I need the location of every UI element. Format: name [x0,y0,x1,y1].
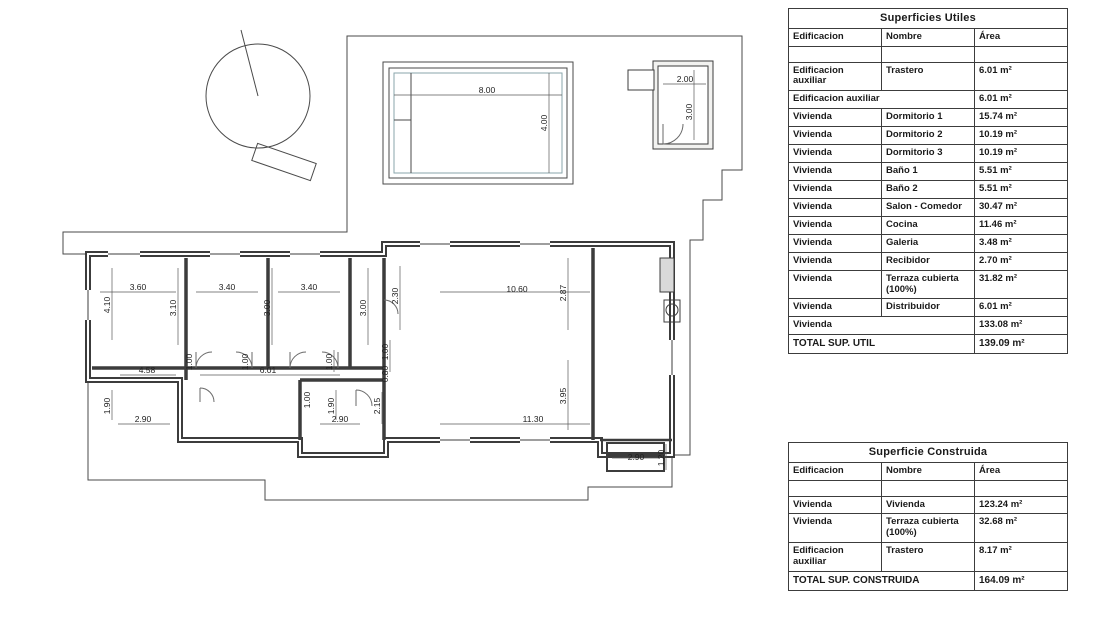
cell-edificacion: Vivienda [789,181,882,199]
table-row-total [789,572,1068,591]
cell-area: 31.82 m² [975,270,1068,299]
dim-pool-width: 8.00 [478,85,496,95]
dim-door-a: 1.00 [184,353,194,371]
cell-nombre: Terraza cubierta (100%) [882,514,975,543]
dim-door-g: 2.15 [372,397,382,415]
cell-edificacion: Vivienda [789,234,882,252]
table-header-row [789,462,1068,480]
cell-total-label: TOTAL SUP. CONSTRUIDA [789,572,975,591]
cell-area: 10.19 m² [975,145,1068,163]
cell-edificacion: Vivienda [789,145,882,163]
cell-subtotal-area: 133.08 m² [975,317,1068,335]
cell-edificacion: Vivienda [789,198,882,216]
cell-nombre: Dormitorio 2 [882,127,975,145]
dim-bath2-depth: 1.90 [326,397,336,415]
dim-salon-height: 3.95 [558,387,568,405]
cell-area: 15.74 m² [975,109,1068,127]
cell-subtotal-label: Edificacion auxiliar [789,91,975,109]
dim-hall-height: 2.30 [390,287,400,305]
cell-area: 8.17 m² [975,543,1068,572]
table-row-total [789,335,1068,354]
dim-salon-width: 10.60 [506,284,528,294]
table-row [789,109,1068,127]
cell-nombre: Baño 2 [882,181,975,199]
dim-pool-height: 4.00 [539,114,549,132]
cell-nombre: Galeria [882,234,975,252]
dim-dorm2-height: 3.10 [168,299,178,317]
table-row [789,543,1068,572]
cell-edificacion: Vivienda [789,109,882,127]
table-row [789,216,1068,234]
cell-nombre: Distribuidor [882,299,975,317]
cell-nombre: Trastero [882,62,975,91]
dim-dorm3-width: 3.40 [300,282,318,292]
cell-edificacion: Vivienda [789,127,882,145]
table-title-row [789,9,1068,29]
dim-galeria-depth: 1.20 [656,449,666,467]
column-header-edificacion: Edificacion [789,28,882,46]
dim-door-d: 1.00 [380,343,390,361]
dim-bath1-width: 2.90 [134,414,152,424]
cell-area: 3.48 m² [975,234,1068,252]
table-row-subtotal [789,91,1068,109]
column-header-area: Área [975,28,1068,46]
cell-area: 5.51 m² [975,163,1068,181]
dim-dorm4-height: 3.00 [358,299,368,317]
table-row [789,496,1068,514]
table-header-row [789,28,1068,46]
table-row-subtotal [789,317,1068,335]
dim-salon-right-height: 2.87 [558,284,568,302]
dim-door-b: 1.00 [240,353,250,371]
table-row [789,163,1068,181]
dim-bath2-width: 2.90 [331,414,349,424]
cell-edificacion: Vivienda [789,299,882,317]
plot-boundary [63,36,742,500]
table-row [789,62,1068,91]
cell-edificacion: Vivienda [789,216,882,234]
dimension-lines [100,70,706,470]
cell-area: 2.70 m² [975,252,1068,270]
spacer-row [789,480,1068,496]
cell-edificacion: Vivienda [789,514,882,543]
cell-edificacion: Edificacion auxiliar [789,543,882,572]
dim-shed-width: 2.00 [676,74,694,84]
cell-nombre: Terraza cubierta (100%) [882,270,975,299]
cell-nombre: Dormitorio 3 [882,145,975,163]
table-title: Superficie Construida [789,443,1068,463]
dim-galeria-width: 2.90 [627,452,645,462]
cell-area: 123.24 m² [975,496,1068,514]
cell-area: 30.47 m² [975,198,1068,216]
dim-door-c: 1.00 [324,353,334,371]
dim-door-e: 0.80 [380,365,390,383]
cell-nombre: Baño 1 [882,163,975,181]
cell-area: 10.19 m² [975,127,1068,145]
cell-total-area: 164.09 m² [975,572,1068,591]
shed-trastero [628,61,713,149]
cell-edificacion: Vivienda [789,496,882,514]
dim-door-f: 1.00 [302,391,312,409]
dim-corridor-width: 6.01 [259,365,277,375]
table-row [789,181,1068,199]
table-row [789,252,1068,270]
spacer-row [789,46,1068,62]
table-row [789,514,1068,543]
dim-dorm3-height: 3.00 [262,299,272,317]
cell-edificacion: Edificacion auxiliar [789,62,882,91]
cell-nombre: Salon - Comedor [882,198,975,216]
column-header-edificacion: Edificacion [789,462,882,480]
dim-dorm2-width: 3.40 [218,282,236,292]
dimension-labels [102,74,694,466]
cell-total-label: TOTAL SUP. UTIL [789,335,975,354]
surfaces-utiles-table [788,8,1068,354]
cell-area: 11.46 m² [975,216,1068,234]
dim-bath1-depth: 1.90 [102,397,112,415]
table-row [789,270,1068,299]
dim-bath-width: 4.58 [138,365,156,375]
cell-total-area: 139.09 m² [975,335,1068,354]
cell-edificacion: Vivienda [789,252,882,270]
table-row [789,145,1068,163]
cell-edificacion: Vivienda [789,270,882,299]
circular-terrace [206,30,316,181]
cell-edificacion: Vivienda [789,163,882,181]
cell-area: 5.51 m² [975,181,1068,199]
column-header-nombre: Nombre [882,28,975,46]
column-header-nombre: Nombre [882,462,975,480]
column-header-area: Área [975,462,1068,480]
dim-terrace-width: 11.30 [522,414,544,424]
cell-nombre: Dormitorio 1 [882,109,975,127]
cell-nombre: Recibidor [882,252,975,270]
cell-nombre: Vivienda [882,496,975,514]
table-row [789,198,1068,216]
cell-area: 6.01 m² [975,299,1068,317]
table-row [789,234,1068,252]
table-title: Superficies Utiles [789,9,1068,29]
cell-area: 32.68 m² [975,514,1068,543]
table-row [789,127,1068,145]
cell-area: 6.01 m² [975,62,1068,91]
table-row [789,299,1068,317]
cell-nombre: Trastero [882,543,975,572]
dim-shed-height: 3.00 [684,103,694,121]
dim-dorm1-width: 3.60 [129,282,147,292]
table-title-row [789,443,1068,463]
surface-construida-table [788,442,1068,591]
cell-subtotal-area: 6.01 m² [975,91,1068,109]
cell-subtotal-label: Vivienda [789,317,975,335]
cell-nombre: Cocina [882,216,975,234]
dim-dorm1-height: 4.10 [102,296,112,314]
